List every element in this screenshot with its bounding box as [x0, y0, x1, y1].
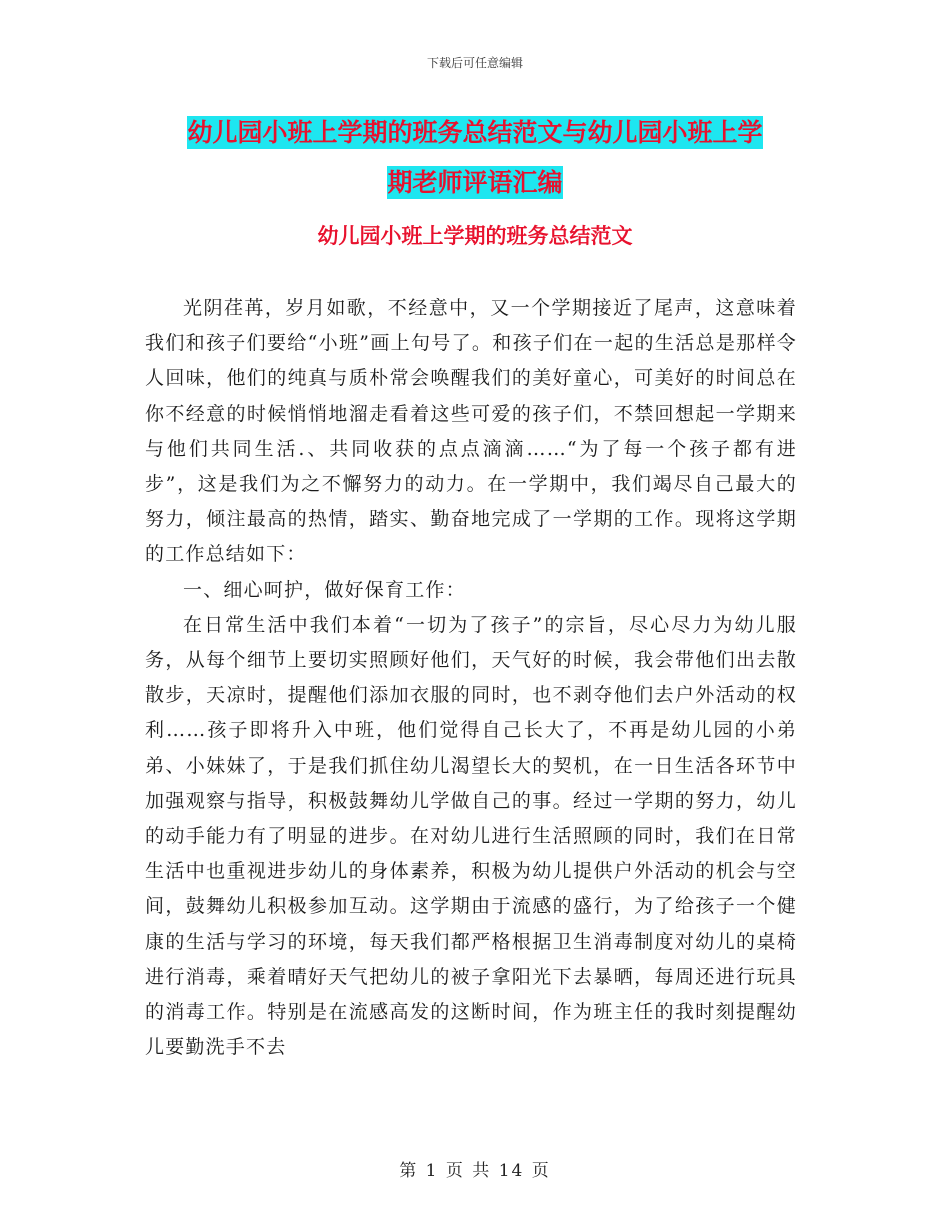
body-paragraph: 光阴荏苒，岁月如歌，不经意中，又一个学期接近了尾声，这意味着我们和孩子们要给“小班”画上句号了。和孩子们在一起的生活总是那样令人回味，他们的纯真与质朴常会唤醒我们的美好童心，可美好的时间总在你不经意的时候悄悄地溜走看着这些可爱的孩子们，不禁回想起一学期来与他们共同生活.、共同收获的点点滴滴……“为了每一个孩子都有进步”，这是我们为之不懈努力的动力。在一学期中，我们竭尽自己最大的努力，倾注最高的热情，踏实、勤奋地完成了一学期的工作。现将这学期的工作总结如下：	[145, 297, 797, 566]
page-number-footer: 第 1 页 共 14 页	[399, 1161, 551, 1181]
document-body	[145, 291, 797, 1065]
body-paragraph-heading: 一、细心呵护，做好保育工作：	[183, 578, 466, 601]
page-header-note: 下载后可任意编辑	[426, 56, 523, 70]
body-paragraph: 在日常生活中我们本着“一切为了孩子”的宗旨，尽心尽力为幼儿服务，从每个细节上要切实照顾好他们，天气好的时候，我会带他们出去散散步，天凉时，提醒他们添加衣服的同时，也不剥夺他们去户外活动的权利……孩子即将升入中班，他们觉得自己长大了，不再是幼儿园的小弟弟、小妹妹了，于是我们抓住幼儿渴望长大的契机，在一日生活各环节中加强观察与指导，积极鼓舞幼儿学做自己的事。经过一学期的努力，幼儿的动手能力有了明显的进步。在对幼儿进行生活照顾的同时，我们在日常生活中也重视进步幼儿的身体素养，积极为幼儿提供户外活动的机会与空间，鼓舞幼儿积极参加互动。这学期由于流感的盛行，为了给孩子一个健康的生活与学习的环境，每天我们都严格根据卫生消毒制度对幼儿的桌椅进行消毒，乘着晴好天气把幼儿的被子拿阳光下去暴晒，每周还进行玩具的消毒工作。特别是在流感高发的这断时间，作为班主任的我时刻提醒幼儿要勤洗手不去	[145, 613, 797, 1059]
document-title-line-2: 期老师评语汇编	[387, 168, 563, 197]
section-title: 幼儿园小班上学期的班务总结范文	[317, 224, 633, 248]
document-title-line-1: 幼儿园小班上学期的班务总结范文与幼儿园小班上学	[187, 118, 763, 147]
document-title	[150, 108, 800, 208]
